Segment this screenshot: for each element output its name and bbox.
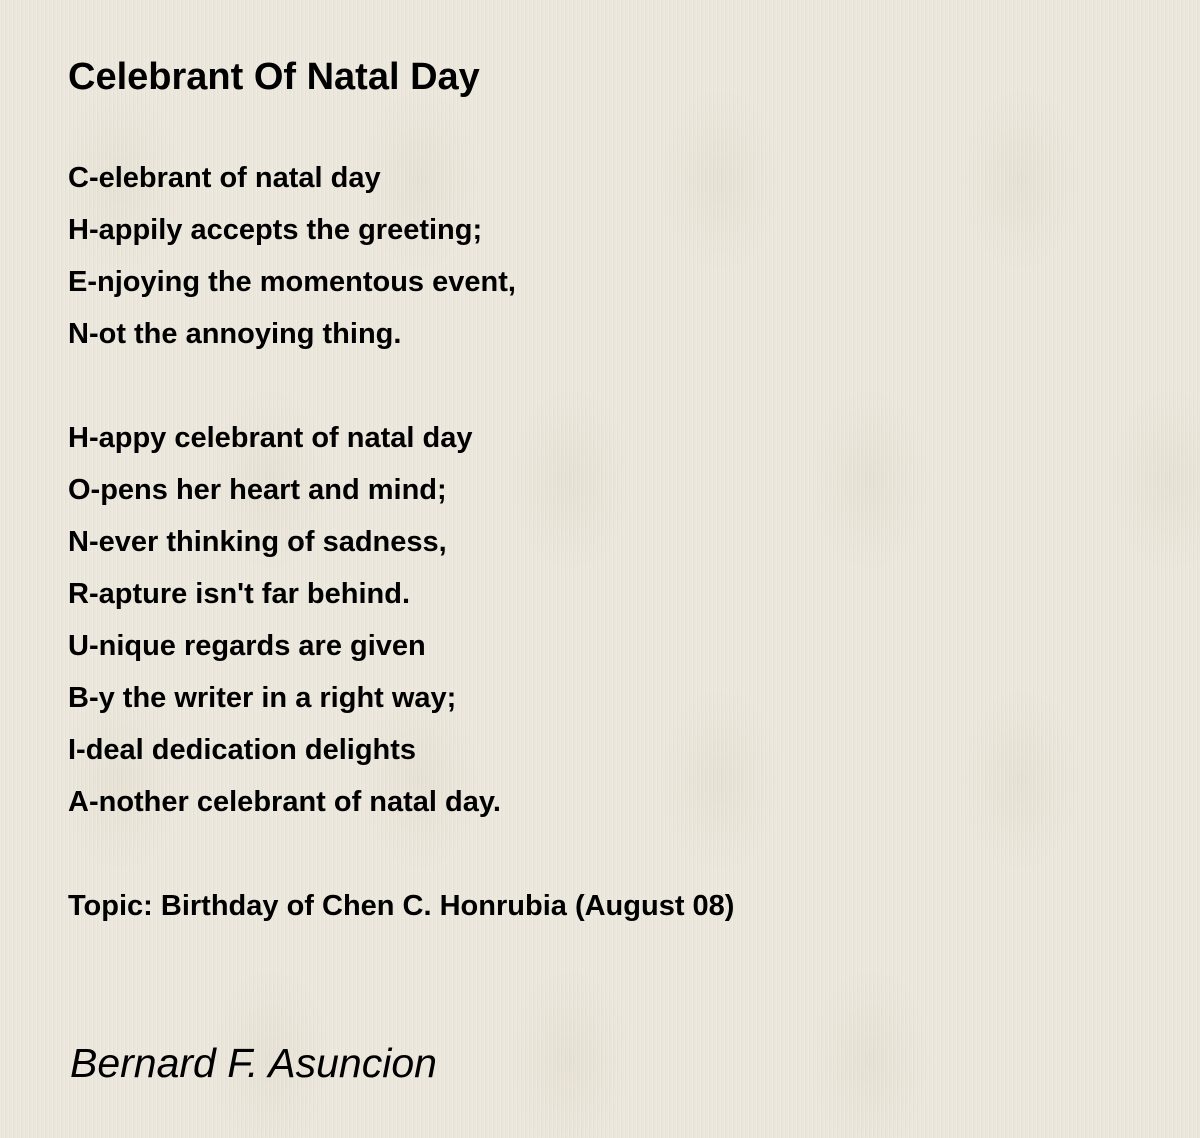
poem-line: N-ever thinking of sadness,	[68, 526, 447, 558]
stanza-break	[68, 360, 734, 412]
poem-line: C-elebrant of natal day	[68, 162, 381, 194]
poem-line: H-appy celebrant of natal day	[68, 422, 473, 454]
poem-author: Bernard F. Asuncion	[70, 1040, 437, 1086]
poem-line: O-pens her heart and mind;	[68, 474, 447, 506]
poem-line: E-njoying the momentous event,	[68, 266, 516, 298]
poem-body	[68, 152, 734, 932]
poem-line: H-appily accepts the greeting;	[68, 214, 483, 246]
poem-topic: Topic: Birthday of Chen C. Honrubia (August 08)	[68, 890, 735, 922]
poem-line: I-deal dedication delights	[68, 734, 417, 766]
poem-line: B-y the writer in a right way;	[68, 682, 457, 714]
poem-line: R-apture isn't far behind.	[68, 578, 411, 610]
poem-line: N-ot the annoying thing.	[68, 318, 402, 350]
poem-line: A-nother celebrant of natal day.	[68, 786, 501, 818]
poem-title: Celebrant Of Natal Day	[68, 56, 480, 98]
stanza-break	[68, 828, 734, 880]
poem-line: U-nique regards are given	[68, 630, 426, 662]
